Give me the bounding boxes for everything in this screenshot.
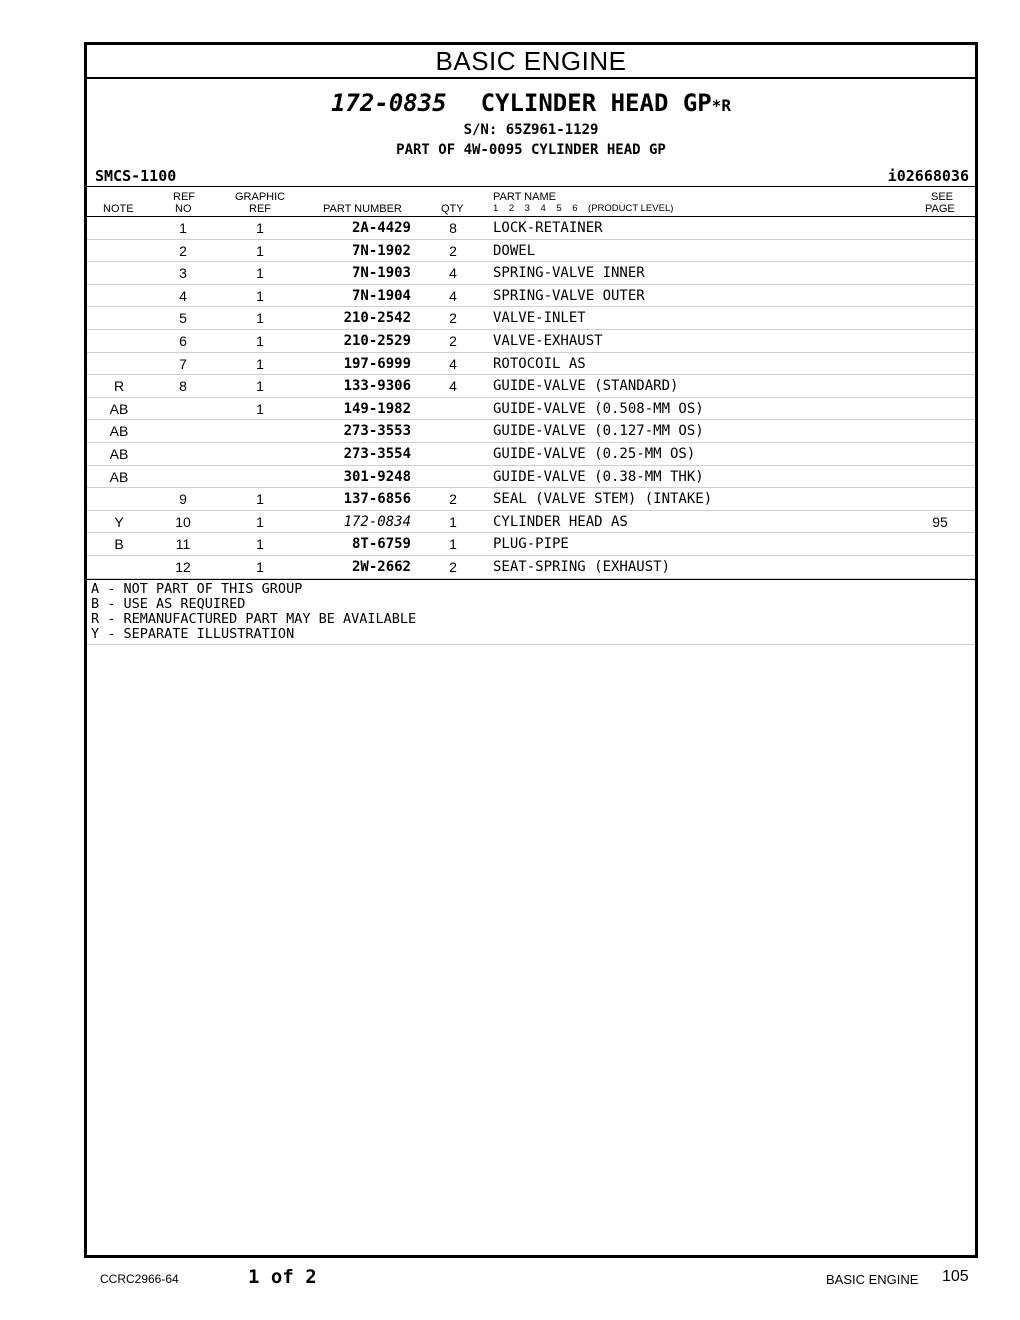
qty-cell: 4 xyxy=(449,287,457,304)
col-see-bottom: PAGE xyxy=(925,203,955,215)
document-id: i02668036 xyxy=(887,167,969,185)
graphic-ref-cell: 1 xyxy=(256,220,264,236)
part-number-cell: 149-1982 xyxy=(343,400,411,417)
footer-section: BASIC ENGINE xyxy=(826,1272,919,1287)
col-qty: QTY xyxy=(441,203,464,215)
table-row xyxy=(87,511,975,534)
graphic-ref-cell: 1 xyxy=(256,400,264,417)
qty-cell: 4 xyxy=(449,378,457,395)
table-row xyxy=(87,285,975,308)
table-row xyxy=(87,533,975,556)
table-body xyxy=(87,217,975,579)
table-header xyxy=(87,186,975,217)
part-number-cell: 7N-1903 xyxy=(351,265,411,282)
ref-no-cell: 10 xyxy=(175,513,191,530)
graphic-ref-cell: 1 xyxy=(256,310,264,327)
part-number-cell: 2W-2662 xyxy=(351,558,411,575)
qty-cell: 4 xyxy=(449,265,457,282)
parts-table xyxy=(87,186,975,645)
col-note: NOTE xyxy=(103,203,134,215)
col-part-name: PART NAME xyxy=(493,191,556,203)
part-name-cell: SPRING-VALVE INNER xyxy=(493,265,645,282)
part-number-cell: 7N-1904 xyxy=(351,287,411,304)
note-cell: AB xyxy=(109,468,129,485)
graphic-ref-cell: 1 xyxy=(256,265,264,282)
graphic-ref-cell: 1 xyxy=(256,332,264,349)
page-footer xyxy=(0,1262,1020,1292)
smcs-row xyxy=(93,165,969,187)
col-graphic-top: GRAPHIC xyxy=(235,191,286,203)
part-number-cell: 210-2542 xyxy=(343,310,411,327)
graphic-ref-cell: 1 xyxy=(256,242,264,259)
part-number-cell: 8T-6759 xyxy=(351,536,411,553)
ref-no-cell: 9 xyxy=(179,491,187,508)
note-cell: AB xyxy=(109,423,129,440)
graphic-ref-cell: 1 xyxy=(256,287,264,304)
ref-no-cell: 7 xyxy=(179,355,187,372)
part-name-cell: SEAL (VALVE STEM) (INTAKE) xyxy=(493,491,713,508)
part-name-cell: PLUG-PIPE xyxy=(493,536,569,553)
part-name-cell: SEAT-SPRING (EXHAUST) xyxy=(493,558,671,575)
table-row xyxy=(87,240,975,263)
table-row xyxy=(87,488,975,511)
part-number-cell: 7N-1902 xyxy=(351,242,411,259)
see-page-cell: 95 xyxy=(932,513,948,530)
part-name-cell: GUIDE-VALVE (0.38-MM THK) xyxy=(493,468,704,485)
part-number-cell: 197-6999 xyxy=(343,355,411,372)
part-number-cell: 273-3554 xyxy=(343,445,411,462)
part-number-cell: 273-3553 xyxy=(343,423,411,440)
col-graphic-bottom: REF xyxy=(249,203,271,215)
footer-page-number: 105 xyxy=(942,1268,969,1285)
table-row xyxy=(87,398,975,421)
note-cell: Y xyxy=(114,513,124,530)
part-name-cell: GUIDE-VALVE (0.508-MM OS) xyxy=(493,400,704,417)
qty-cell: 8 xyxy=(449,220,457,236)
group-name: CYLINDER HEAD GP xyxy=(480,89,712,117)
graphic-ref-cell: 1 xyxy=(256,536,264,553)
part-number-cell: 2A-4429 xyxy=(351,220,411,236)
smcs-code: SMCS-1100 xyxy=(95,167,177,185)
ref-no-cell: 2 xyxy=(179,242,187,259)
group-title xyxy=(87,89,975,120)
part-name-cell: VALVE-EXHAUST xyxy=(493,332,603,349)
part-name-cell: DOWEL xyxy=(493,242,536,259)
part-number-cell: 172-0834 xyxy=(343,513,411,530)
part-number-cell: 210-2529 xyxy=(343,332,411,349)
note-line: A - NOT PART OF THIS GROUP xyxy=(91,580,303,597)
part-name-cell: ROTOCOIL AS xyxy=(493,355,586,372)
part-name-cell: GUIDE-VALVE (STANDARD) xyxy=(493,378,679,395)
table-row xyxy=(87,556,975,579)
col-see-top: SEE xyxy=(931,191,954,203)
note-cell: R xyxy=(113,378,125,395)
graphic-ref-cell: 1 xyxy=(256,355,264,372)
ref-no-cell: 1 xyxy=(179,220,187,236)
note-cell: B xyxy=(114,536,124,553)
graphic-ref-cell: 1 xyxy=(256,513,264,530)
ref-no-cell: 5 xyxy=(179,310,187,327)
col-ref-bottom: NO xyxy=(175,203,192,215)
part-name-cell: GUIDE-VALVE (0.127-MM OS) xyxy=(493,423,704,440)
col-product-levels: 1 2 3 4 5 6 (PRODUCT LEVEL) xyxy=(493,203,674,214)
part-name-cell: CYLINDER HEAD AS xyxy=(493,513,628,530)
part-of-line: PART OF 4W-0095 CYLINDER HEAD GP xyxy=(396,142,666,158)
note-line: B - USE AS REQUIRED xyxy=(91,595,246,612)
note-cell: AB xyxy=(109,445,129,462)
graphic-ref-cell: 1 xyxy=(256,491,264,508)
table-row xyxy=(87,375,975,398)
table-row xyxy=(87,262,975,285)
ref-no-cell: 8 xyxy=(179,378,187,395)
footer-page-of: 1 of 2 xyxy=(248,1266,317,1288)
qty-cell: 2 xyxy=(449,310,457,327)
page-frame xyxy=(84,42,978,1258)
col-part-number: PART NUMBER xyxy=(323,203,402,215)
qty-cell: 2 xyxy=(449,558,457,575)
table-row xyxy=(87,443,975,466)
graphic-ref-cell: 1 xyxy=(256,378,264,395)
footer-code: CCRC2966-64 xyxy=(100,1272,179,1286)
qty-cell: 2 xyxy=(449,491,457,508)
group-part-number: 172-0835 xyxy=(330,89,447,117)
serial-number: S/N: 65Z961-1129 xyxy=(463,122,599,138)
notes-legend xyxy=(87,579,975,645)
table-row xyxy=(87,330,975,353)
note-line: Y - SEPARATE ILLUSTRATION xyxy=(91,625,295,642)
part-number-cell: 301-9248 xyxy=(343,468,411,485)
part-name-cell: LOCK-RETAINER xyxy=(493,220,603,236)
ref-no-cell: 12 xyxy=(175,558,191,575)
note-line: R - REMANUFACTURED PART MAY BE AVAILABLE xyxy=(91,610,417,627)
part-name-cell: VALVE-INLET xyxy=(493,310,586,327)
part-name-cell: SPRING-VALVE OUTER xyxy=(493,287,645,304)
qty-cell: 1 xyxy=(449,513,457,530)
section-title: BASIC ENGINE xyxy=(87,45,975,79)
ref-no-cell: 4 xyxy=(179,287,187,304)
part-number-cell: 137-6856 xyxy=(343,491,411,508)
graphic-ref-cell: 1 xyxy=(256,558,264,575)
qty-cell: 4 xyxy=(449,355,457,372)
note-cell: AB xyxy=(109,400,129,417)
table-row xyxy=(87,466,975,489)
ref-no-cell: 11 xyxy=(175,536,191,553)
table-row xyxy=(87,353,975,376)
group-suffix: *R xyxy=(711,96,732,115)
table-row xyxy=(87,307,975,330)
ref-no-cell: 6 xyxy=(179,332,187,349)
table-row xyxy=(87,420,975,443)
ref-no-cell: 3 xyxy=(179,265,187,282)
group-heading xyxy=(87,89,975,160)
qty-cell: 1 xyxy=(449,536,457,553)
qty-cell: 2 xyxy=(449,242,457,259)
part-name-cell: GUIDE-VALVE (0.25-MM OS) xyxy=(493,445,696,462)
table-row xyxy=(87,217,975,240)
col-ref-top: REF xyxy=(173,191,195,203)
part-number-cell: 133-9306 xyxy=(343,378,411,395)
qty-cell: 2 xyxy=(449,332,457,349)
